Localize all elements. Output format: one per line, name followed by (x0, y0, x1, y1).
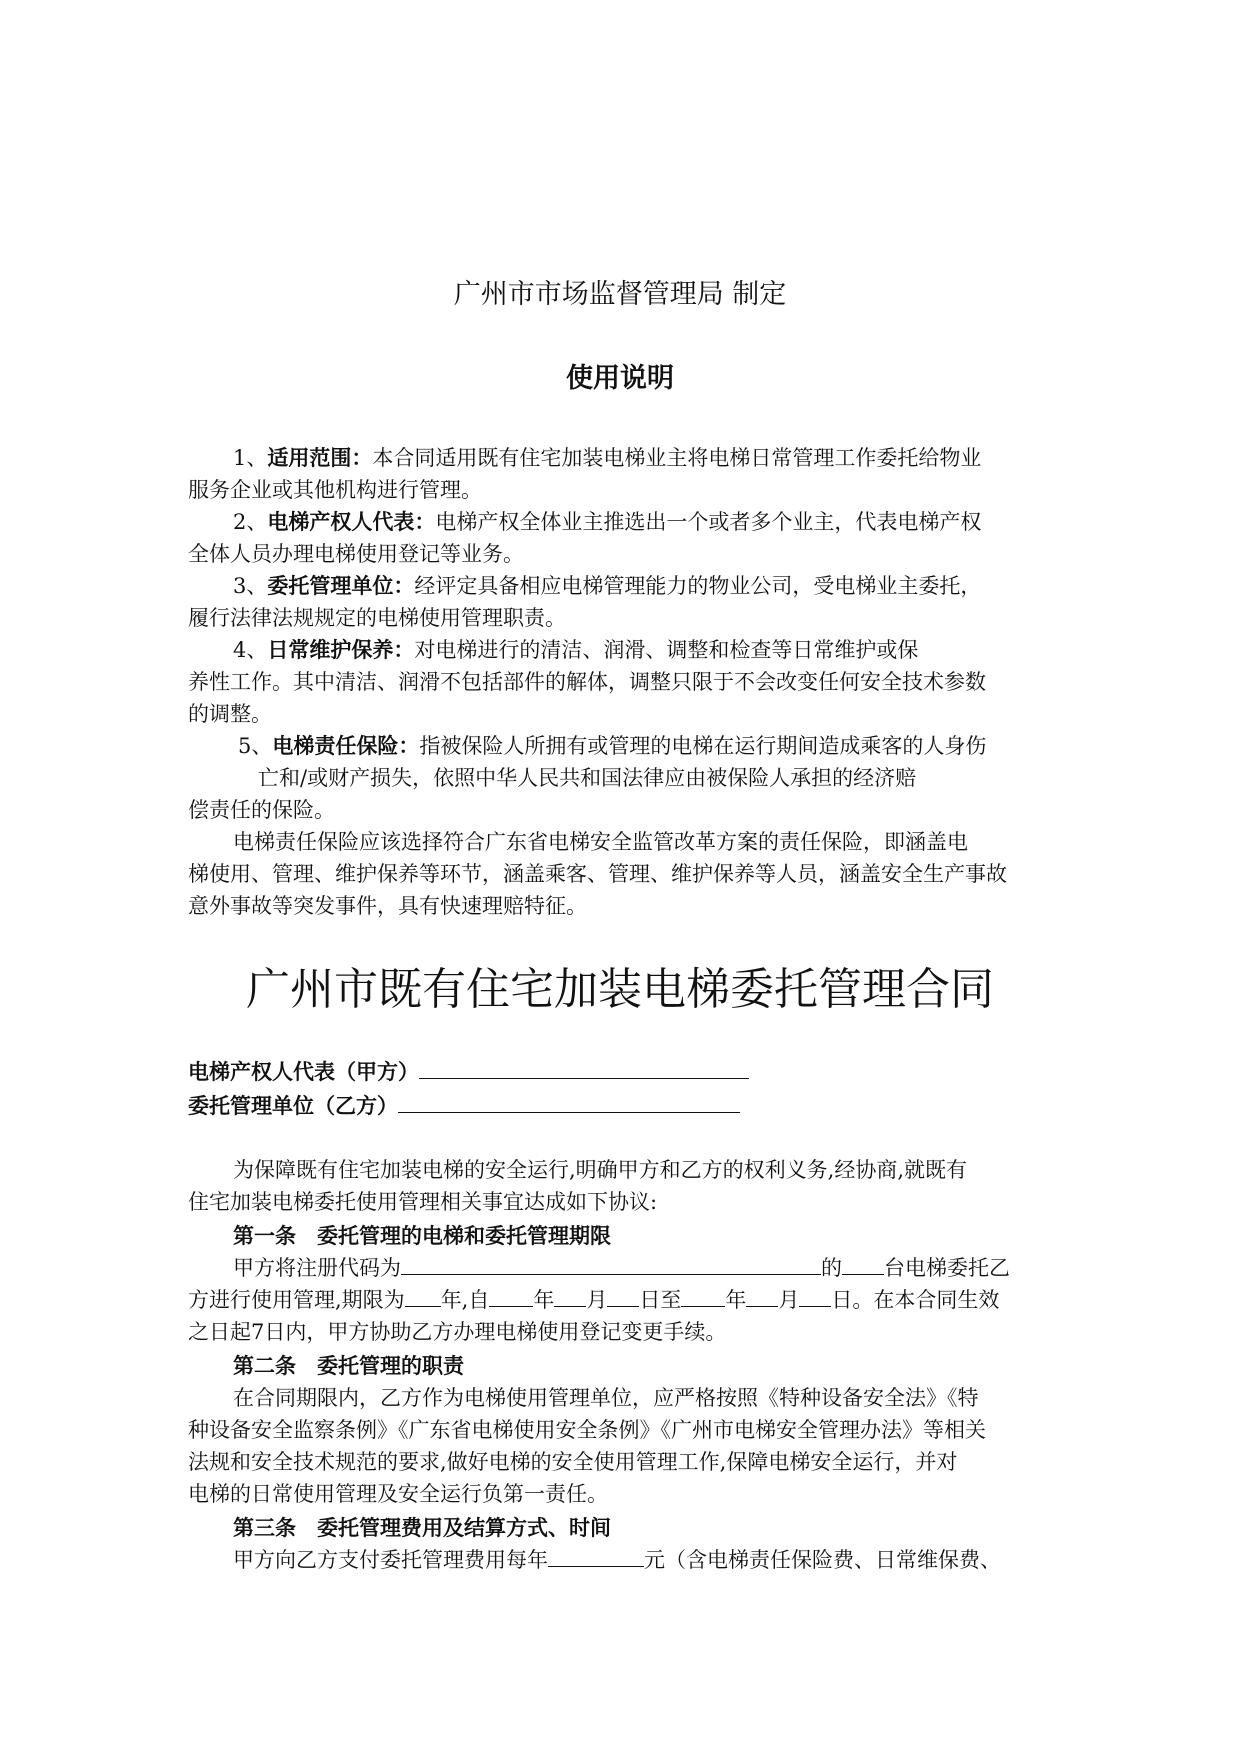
instruction-item-2 (233, 508, 981, 536)
instruction-item-5 (238, 732, 986, 760)
instruction-item-5-cont: 亡和/或财产损失，依照中华人民共和国法律应由被保险人承担的经济赔 (258, 766, 917, 790)
insurance-paragraph-line3: 意外事故等突发事件，具有快速理赔特征。 (188, 894, 587, 918)
instruction-item-4 (233, 636, 918, 664)
issuer-line: 广州市市场监督管理局 制定 (453, 279, 787, 310)
item-text: 经评定具备相应电梯管理能力的物业公司，受电梯业主委托， (414, 574, 982, 598)
article-2-line3: 法规和安全技术规范的要求,做好电梯的安全使用管理工作,保障电梯安全运行，并对 (188, 1450, 958, 1474)
article-2-line2: 种设备安全监察条例》《广东省电梯使用安全条例》《广州市电梯安全管理办法》等相关 (188, 1418, 986, 1442)
item-term: 电梯责任保险： (272, 734, 420, 758)
article-2-heading: 第二条 委托管理的职责 (233, 1354, 464, 1378)
instruction-item-3-cont: 履行法律法规规定的电梯使用管理职责。 (188, 606, 566, 630)
article-1-line3: 之日起7日内，甲方协助乙方办理电梯使用登记变更手续。 (188, 1320, 727, 1344)
registration-code-blank[interactable] (401, 1254, 821, 1275)
article-2-line1: 在合同期限内，乙方作为电梯使用管理单位，应严格按照《特种设备安全法》《特 (233, 1386, 979, 1410)
item-text: 本合同适用既有住宅加装电梯业主将电梯日常管理工作委托给物业 (372, 446, 982, 470)
item-number: 4、 (233, 638, 268, 662)
start-year-blank[interactable] (489, 1286, 533, 1307)
preamble-line2: 住宅加装电梯委托使用管理相关事宜达成如下协议: (188, 1190, 658, 1214)
text: 日至 (639, 1288, 682, 1312)
text: 的 (821, 1256, 842, 1280)
end-day-blank[interactable] (799, 1286, 831, 1307)
insurance-paragraph-line2: 梯使用、管理、维护保养等环节，涵盖乘客、管理、维护保养等人员，涵盖安全生产事故 (188, 862, 1007, 886)
elevator-count-blank[interactable] (842, 1254, 884, 1275)
end-month-blank[interactable] (746, 1286, 778, 1307)
instruction-item-3 (233, 572, 981, 600)
instructions-title: 使用说明 (566, 363, 674, 394)
preamble: 为保障既有住宅加装电梯的安全运行,明确甲方和乙方的权利义务,经协商,就既有 (233, 1158, 968, 1182)
text: 月 (586, 1288, 608, 1312)
item-number: 5、 (238, 734, 273, 758)
party-a-blank[interactable] (419, 1058, 749, 1079)
end-year-blank[interactable] (681, 1286, 725, 1307)
item-text: 对电梯进行的清洁、润滑、调整和检查等日常维护或保 (414, 638, 919, 662)
instruction-item-1-cont: 服务企业或其他机构进行管理。 (188, 478, 482, 502)
text: 年,自 (440, 1288, 490, 1312)
text: 年 (533, 1288, 555, 1312)
party-a-label: 电梯产权人代表（甲方） (188, 1060, 419, 1084)
text: 月 (778, 1288, 800, 1312)
item-term: 电梯产权人代表： (267, 510, 436, 534)
text: 元（含电梯责任保险费、日常维保费、 (644, 1548, 1001, 1572)
text: 甲方向乙方支付委托管理费用每年 (233, 1548, 548, 1572)
start-day-blank[interactable] (607, 1286, 639, 1307)
text: 年 (725, 1288, 747, 1312)
article-1-line1 (233, 1254, 1010, 1282)
article-3-heading: 第三条 委托管理费用及结算方式、时间 (233, 1516, 611, 1540)
insurance-paragraph: 电梯责任保险应该选择符合广东省电梯安全监管改革方案的责任保险，即涵盖电 (233, 830, 968, 854)
instruction-item-4-cont: 养性工作。其中清洁、润滑不包括部件的解体，调整只限于不会改变任何安全技术参数 (188, 670, 986, 694)
text: 日。在本合同生效 (831, 1288, 1000, 1312)
party-b-row (188, 1092, 740, 1120)
party-b-label: 委托管理单位（乙方） (188, 1094, 398, 1118)
item-term: 日常维护保养： (267, 638, 415, 662)
party-b-blank[interactable] (398, 1092, 740, 1113)
text: 甲方将注册代码为 (233, 1256, 401, 1280)
item-number: 3、 (233, 574, 268, 598)
term-years-blank[interactable] (405, 1286, 441, 1307)
article-2-line4: 电梯的日常使用管理及安全运行负第一责任。 (188, 1482, 608, 1506)
item-term: 适用范围： (267, 446, 373, 470)
article-3-line1 (233, 1546, 1001, 1574)
instruction-item-4-cont2: 的调整。 (188, 702, 272, 726)
instruction-item-2-cont: 全体人员办理电梯使用登记等业务。 (188, 542, 524, 566)
article-1-line2 (188, 1286, 999, 1314)
text: 方进行使用管理,期限为 (188, 1288, 405, 1312)
start-month-blank[interactable] (554, 1286, 586, 1307)
item-number: 2、 (233, 510, 268, 534)
item-number: 1、 (233, 446, 268, 470)
text: 台电梯委托乙 (884, 1256, 1010, 1280)
instruction-item-1 (233, 444, 981, 472)
annual-fee-blank[interactable] (548, 1546, 644, 1567)
instruction-item-5-cont2: 偿责任的保险。 (188, 798, 335, 822)
contract-title: 广州市既有住宅加装电梯委托管理合同 (246, 964, 994, 1015)
item-term: 委托管理单位： (267, 574, 415, 598)
party-a-row (188, 1058, 749, 1086)
item-text: 电梯产权全体业主推选出一个或者多个业主，代表电梯产权 (435, 510, 982, 534)
item-text: 指被保险人所拥有或管理的电梯在运行期间造成乘客的人身伤 (419, 734, 987, 758)
article-1-heading: 第一条 委托管理的电梯和委托管理期限 (233, 1224, 611, 1248)
